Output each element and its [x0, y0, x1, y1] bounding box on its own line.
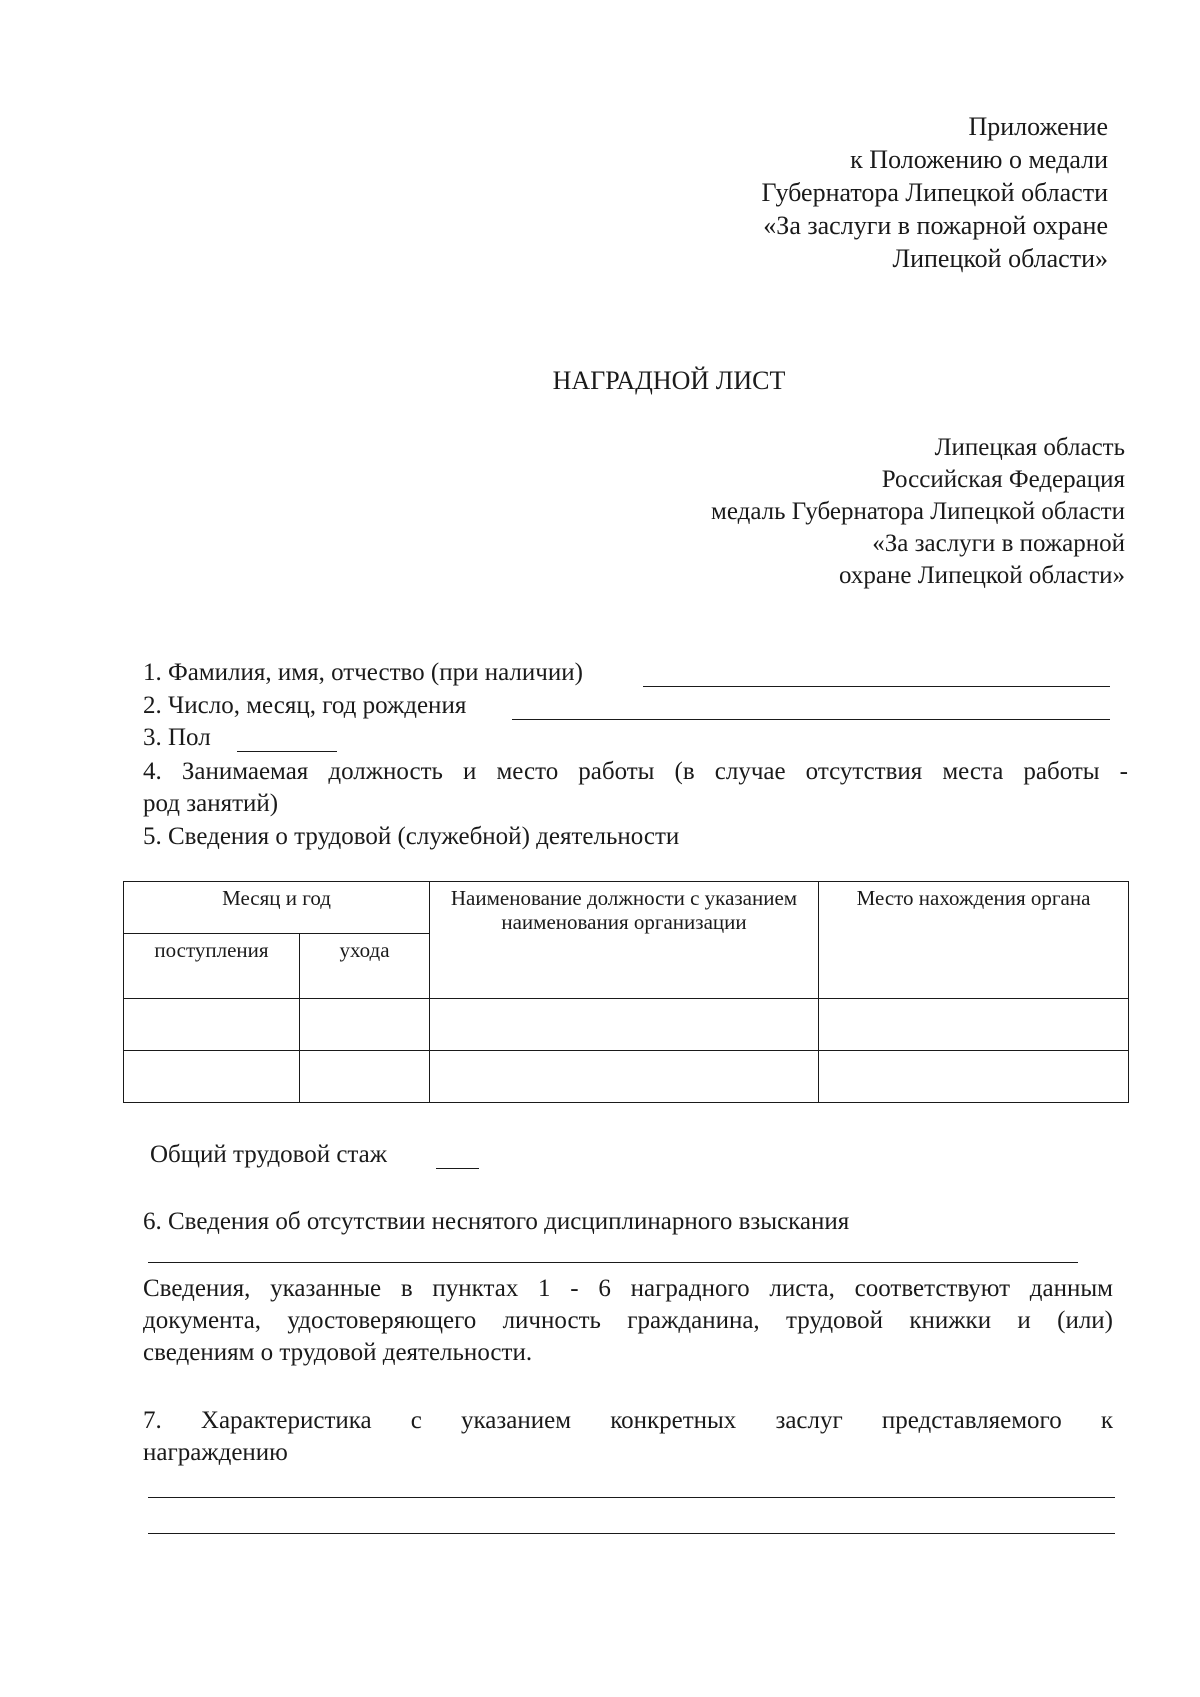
table-cell[interactable]	[430, 998, 819, 1050]
award-line: Липецкая область	[934, 434, 1125, 461]
field-position-cont: род занятий)	[143, 790, 279, 817]
appendix-header	[640, 110, 1108, 275]
confirmation-line: документа, удостоверяющего личность гражданина, трудовой книжки и (или)	[143, 1307, 1113, 1334]
table-row	[124, 1050, 1129, 1102]
award-line: охране Липецкой области»	[839, 562, 1125, 589]
field-sex	[143, 723, 211, 753]
total-experience-label: Общий трудовой стаж	[150, 1141, 388, 1168]
table-cell[interactable]	[819, 1050, 1129, 1102]
confirmation-line: Сведения, указанные в пунктах 1 - 6 наградного листа, соответствуют данным	[143, 1275, 1113, 1302]
field-work-history: 5. Сведения о трудовой (служебной) деятельности	[143, 823, 680, 850]
field-discipline: 6. Сведения об отсутствии неснятого дисциплинарного взыскания	[143, 1208, 850, 1235]
entry-header: поступления	[124, 934, 300, 998]
award-line: медаль Губернатора Липецкой области	[711, 498, 1125, 525]
position-header: Наименование должности с указанием наименования организации	[430, 882, 819, 999]
sex-underline[interactable]	[237, 751, 337, 752]
award-line: Российская Федерация	[881, 466, 1125, 493]
table-cell[interactable]	[300, 998, 430, 1050]
total-experience	[150, 1140, 387, 1170]
month-year-header: Месяц и год	[124, 882, 430, 934]
total-experience-underline[interactable]	[436, 1168, 479, 1169]
work-history-table	[123, 881, 1129, 1103]
table-cell[interactable]	[124, 998, 300, 1050]
field-birth-date-label: 2. Число, месяц, год рождения	[143, 692, 467, 719]
appendix-line: к Положению о медали	[850, 145, 1108, 174]
field-sex-label: 3. Пол	[143, 724, 211, 751]
field-characteristic	[143, 1405, 1113, 1469]
exit-header: ухода	[300, 934, 430, 998]
confirmation-paragraph	[143, 1273, 1113, 1369]
appendix-line: Губернатора Липецкой области	[761, 178, 1108, 207]
award-line: «За заслуги в пожарной	[872, 530, 1125, 557]
appendix-line: Приложение	[968, 112, 1108, 141]
field-full-name-label: 1. Фамилия, имя, отчество (при наличии)	[143, 659, 583, 686]
appendix-line: Липецкой области»	[892, 244, 1108, 273]
award-block	[560, 432, 1125, 592]
characteristic-line: 7. Характеристика с указанием конкретных заслуг представляемого к	[143, 1407, 1113, 1434]
characteristic-underline-1[interactable]	[148, 1497, 1115, 1498]
table-cell[interactable]	[819, 998, 1129, 1050]
characteristic-underline-2[interactable]	[148, 1533, 1115, 1534]
location-header: Место нахождения органа	[819, 882, 1129, 999]
full-name-underline[interactable]	[643, 686, 1110, 687]
field-birth-date	[143, 691, 466, 721]
table-cell[interactable]	[300, 1050, 430, 1102]
appendix-line: «За заслуги в пожарной охране	[763, 211, 1108, 240]
table-row	[124, 998, 1129, 1050]
birth-date-underline[interactable]	[512, 719, 1110, 720]
characteristic-line: награждению	[143, 1439, 288, 1466]
confirmation-line: сведениям о трудовой деятельности.	[143, 1339, 533, 1366]
discipline-underline[interactable]	[148, 1262, 1078, 1263]
field-full-name	[143, 658, 583, 688]
field-position: 4. Занимаемая должность и место работы (в случае отсутствия места работы -	[143, 758, 1128, 785]
table-cell[interactable]	[124, 1050, 300, 1102]
table-cell[interactable]	[430, 1050, 819, 1102]
document-title: НАГРАДНОЙ ЛИСТ	[552, 366, 786, 395]
